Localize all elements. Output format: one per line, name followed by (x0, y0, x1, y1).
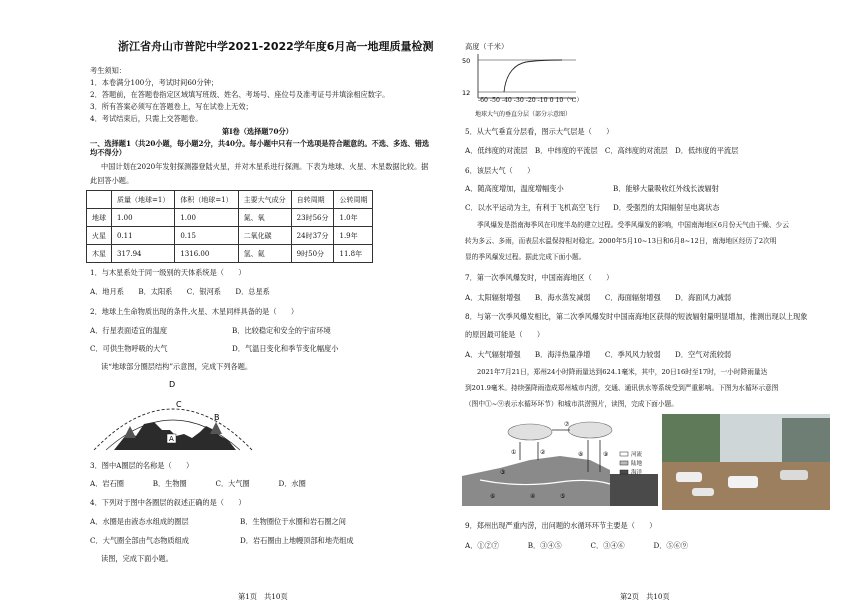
sphere-label-b: B (214, 413, 220, 422)
cloud-shape (568, 422, 612, 438)
sphere-label-c: C (176, 400, 182, 409)
y-tick: 12 (462, 89, 471, 97)
legend-swatch (620, 470, 628, 474)
graph-xticks: -60 -50 -40 -30 -20 -10 0 10（℃） (478, 97, 583, 104)
notice-item: 3．所有答案必须写在答题卷上，写在试卷上无效； (90, 102, 253, 111)
ocean-area (610, 474, 658, 506)
cycle-number: ④ (530, 493, 536, 500)
cycle-number: ① (511, 449, 517, 456)
notice-item: 4．考试结束后，只需上交答题卷。 (90, 114, 203, 123)
question-6-option: B．能够大量吸收红外线长波辐射 (613, 184, 719, 193)
flood-photo (662, 414, 830, 510)
question-6-option: D．受强烈的太阳辐射呈电离状态 (613, 203, 720, 212)
page-footer: 第2页 共10页 (620, 592, 670, 601)
temperature-curve (504, 60, 562, 92)
earth-spheres-diagram (88, 374, 258, 452)
water-cycle-diagram (460, 416, 660, 508)
intro-text: 此回答小题。 (90, 176, 134, 185)
legend-label: 陆地 (631, 461, 643, 467)
table-header-cell: 体积（地球=1） (175, 191, 238, 209)
sphere-label-a: A (169, 435, 174, 443)
question-4-option: C．大气圈全部由气态物质组成 (90, 536, 189, 545)
map-instruction: 读图，完成下面小题。 (101, 554, 173, 563)
question-6-option: C．以水平运动为主，有利于飞机高空飞行 (465, 203, 600, 212)
planet-data-table (86, 190, 373, 263)
table-cell: 0.11 (112, 227, 175, 245)
map-instruction: 读“地球部分圈层结构”示意图，完成下列各题。 (101, 362, 253, 371)
question-4-option: A．水圈是由液态水组成的圈层 (90, 517, 189, 526)
question-2: 2．地球上生命物质出现的条件,火星、木星同样具备的是（ ） (90, 307, 299, 316)
table-header-cell: 自转周期 (291, 191, 334, 209)
y-tick: 50 (462, 57, 471, 65)
car-shape (692, 488, 714, 496)
question-7-options: A．太阳辐射增强 B．海水蒸发减弱 C．海面辐射增强 D．海面风力减弱 (465, 293, 732, 302)
car-shape (676, 472, 702, 482)
legend-label: 海洋 (631, 470, 643, 476)
table-cell: 二氧化碳 (238, 227, 291, 245)
question-8: 的原因最可能是（ ） (465, 330, 545, 339)
sphere-label-d: D (169, 380, 176, 389)
question-9-options: A．①②⑦ B．③④⑤ C．③④⑥ D．⑤⑥⑨ (465, 541, 688, 550)
graph-caption: 地球大气的垂直分层（部分示意图） (475, 111, 572, 118)
question-3-options: A．岩石圈 B．生物圈 C．大气圈 D．水圈 (90, 479, 306, 488)
table-header-cell: 公转周期 (334, 191, 373, 209)
table-header-cell: 质量（地球=1） (112, 191, 175, 209)
table-header-row (87, 191, 373, 209)
legend-swatch (620, 461, 628, 465)
cycle-number: ⑦ (564, 421, 570, 428)
exam-title: 浙江省舟山市普陀中学2021-2022学年度6月高一地理质量检测 (118, 40, 434, 53)
table-cell: 1316.00 (175, 245, 238, 263)
table-row (87, 245, 373, 263)
table-row (87, 227, 373, 245)
question-2-option: B．比较稳定和安全的宇宙环境 (232, 326, 331, 335)
question-2-option: A．行星表面适宜的温度 (90, 326, 168, 335)
table-cell: 317.94 (112, 245, 175, 263)
graph-ylabel: 高度（千米） (465, 42, 509, 51)
question-2-option: D．气温日变化和季节变化幅度小 (232, 344, 339, 353)
question-4: 4．下列对于图中各圈层的叙述正确的是（ ） (90, 498, 246, 507)
table-cell: 0.15 (175, 227, 238, 245)
question-4-option: B．生物圈位于水圈和岩石圈之间 (240, 517, 346, 526)
table-cell: 火星 (87, 227, 112, 245)
question-2-option: C．可供生物呼吸的大气 (90, 344, 168, 353)
notice-item: 1．本卷满分100分，考试时间60分钟； (90, 78, 219, 87)
table-cell: 氮、氧 (238, 209, 291, 227)
legend-swatch (620, 452, 628, 456)
question-8: 8．与第一次季风爆发相比，第二次季风爆发时中国南海地区获得的短波辐射量明显增加，推测出现以上现象 (465, 312, 808, 321)
intro-text: 中国计划在2020年发射探测器登陆火星，并对木星系进行探测。下表为地球、火星、木星数据比较。据 (101, 162, 429, 171)
question-1-options: A．地月系 B．太阳系 C．银河系 D．总星系 (90, 287, 270, 296)
cycle-number: ⑤ (560, 493, 566, 500)
flood-passage: （图中①~⑨表示水循环环节）和城市洪涝照片，读图，完成下面小题。 (465, 400, 678, 408)
question-7: 7．第一次季风爆发时，中国南海地区（ ） (465, 273, 614, 282)
notice-heading: 考生须知： (90, 66, 126, 75)
question-8-options: A．大气辐射增强 B．海洋热量净增 C．季风风力较弱 D．空气对流较弱 (465, 350, 732, 359)
section-heading: 一、选择题1（共20小题，每小题2分，共40分。每小题中只有一个选项是符合题意的。不选、多选、错选均不得分） (90, 139, 430, 157)
question-1: 1．与木星系处于同一级别的天体系统是（ ） (90, 268, 246, 277)
monsoon-passage: 转为多云、多雨，而表层水温保持相对稳定。2000年5月10~13日和6月8~12日，南海地区经历了2次明 (465, 237, 777, 245)
cycle-number: ⑧ (578, 451, 584, 458)
table-cell: 9时50分 (291, 245, 334, 263)
question-5-options: A．低纬度的对流层 B．中纬度的平流层 C．高纬度的对流层 D．低纬度的平流层 (465, 146, 739, 155)
cycle-number: ③ (500, 469, 506, 476)
table-cell: 1.9年 (334, 227, 373, 245)
question-6-option: A．随高度增加，温度增幅变小 (465, 184, 564, 193)
cycle-number: ⑥ (490, 493, 496, 500)
question-3: 3．图中A圈层的名称是（ ） (90, 461, 194, 470)
car-shape (780, 470, 808, 480)
flood-passage: 2021年7月21日，郑州24小时降雨量达到624.1毫米，其中，20日16时至17时，一小时降雨量达 (477, 368, 768, 376)
page-footer: 第1页 共10页 (238, 592, 288, 601)
table-cell: 1.00 (112, 209, 175, 227)
table-cell: 24时37分 (291, 227, 334, 245)
question-5: 5．从大气垂直分层看，图示大气层是（ ） (465, 127, 614, 136)
question-9: 9．郑州出现严重内涝，出问题的水循环环节主要是（ ） (465, 521, 657, 530)
cycle-number: ⑨ (603, 451, 609, 458)
table-header-cell (87, 191, 112, 209)
volume-title: 第Ⅰ卷（选择题70分） (222, 127, 293, 136)
monsoon-passage: 显的季风爆发过程。据此完成下面小题。 (465, 253, 586, 261)
table-cell: 氢、氦 (238, 245, 291, 263)
table-cell: 11.8年 (334, 245, 373, 263)
cloud-shape (508, 424, 552, 440)
flood-passage: 到201.9毫米。持续强降雨造成郑州城市内涝，交通、通讯供水等系统受到严重影响。下图为水循环示意图 (465, 384, 779, 392)
notice-item: 2．答题前，在答题卷指定区域填写班级、姓名、考场号、座位号及准考证号并填涂相应数字。 (90, 90, 390, 99)
table-cell: 木星 (87, 245, 112, 263)
cycle-number: ② (540, 449, 546, 456)
table-cell: 23时56分 (291, 209, 334, 227)
table-cell: 1.00 (175, 209, 238, 227)
car-shape (728, 476, 758, 488)
table-cell: 1.0年 (334, 209, 373, 227)
question-6: 6．该层大气（ ） (465, 166, 535, 175)
question-4-option: D．岩石圈由上地幔顶部和地壳组成 (240, 536, 354, 545)
table-header-cell: 主要大气成分 (238, 191, 291, 209)
table-cell: 地球 (87, 209, 112, 227)
monsoon-passage: 季风爆发是指南海季风在印度半岛的建立过程。受季风爆发的影响，中国南海地区6月份天气由干燥、少云 (477, 221, 789, 229)
table-row (87, 209, 373, 227)
page-2 (430, 0, 860, 608)
legend-label: 河流 (631, 452, 643, 458)
